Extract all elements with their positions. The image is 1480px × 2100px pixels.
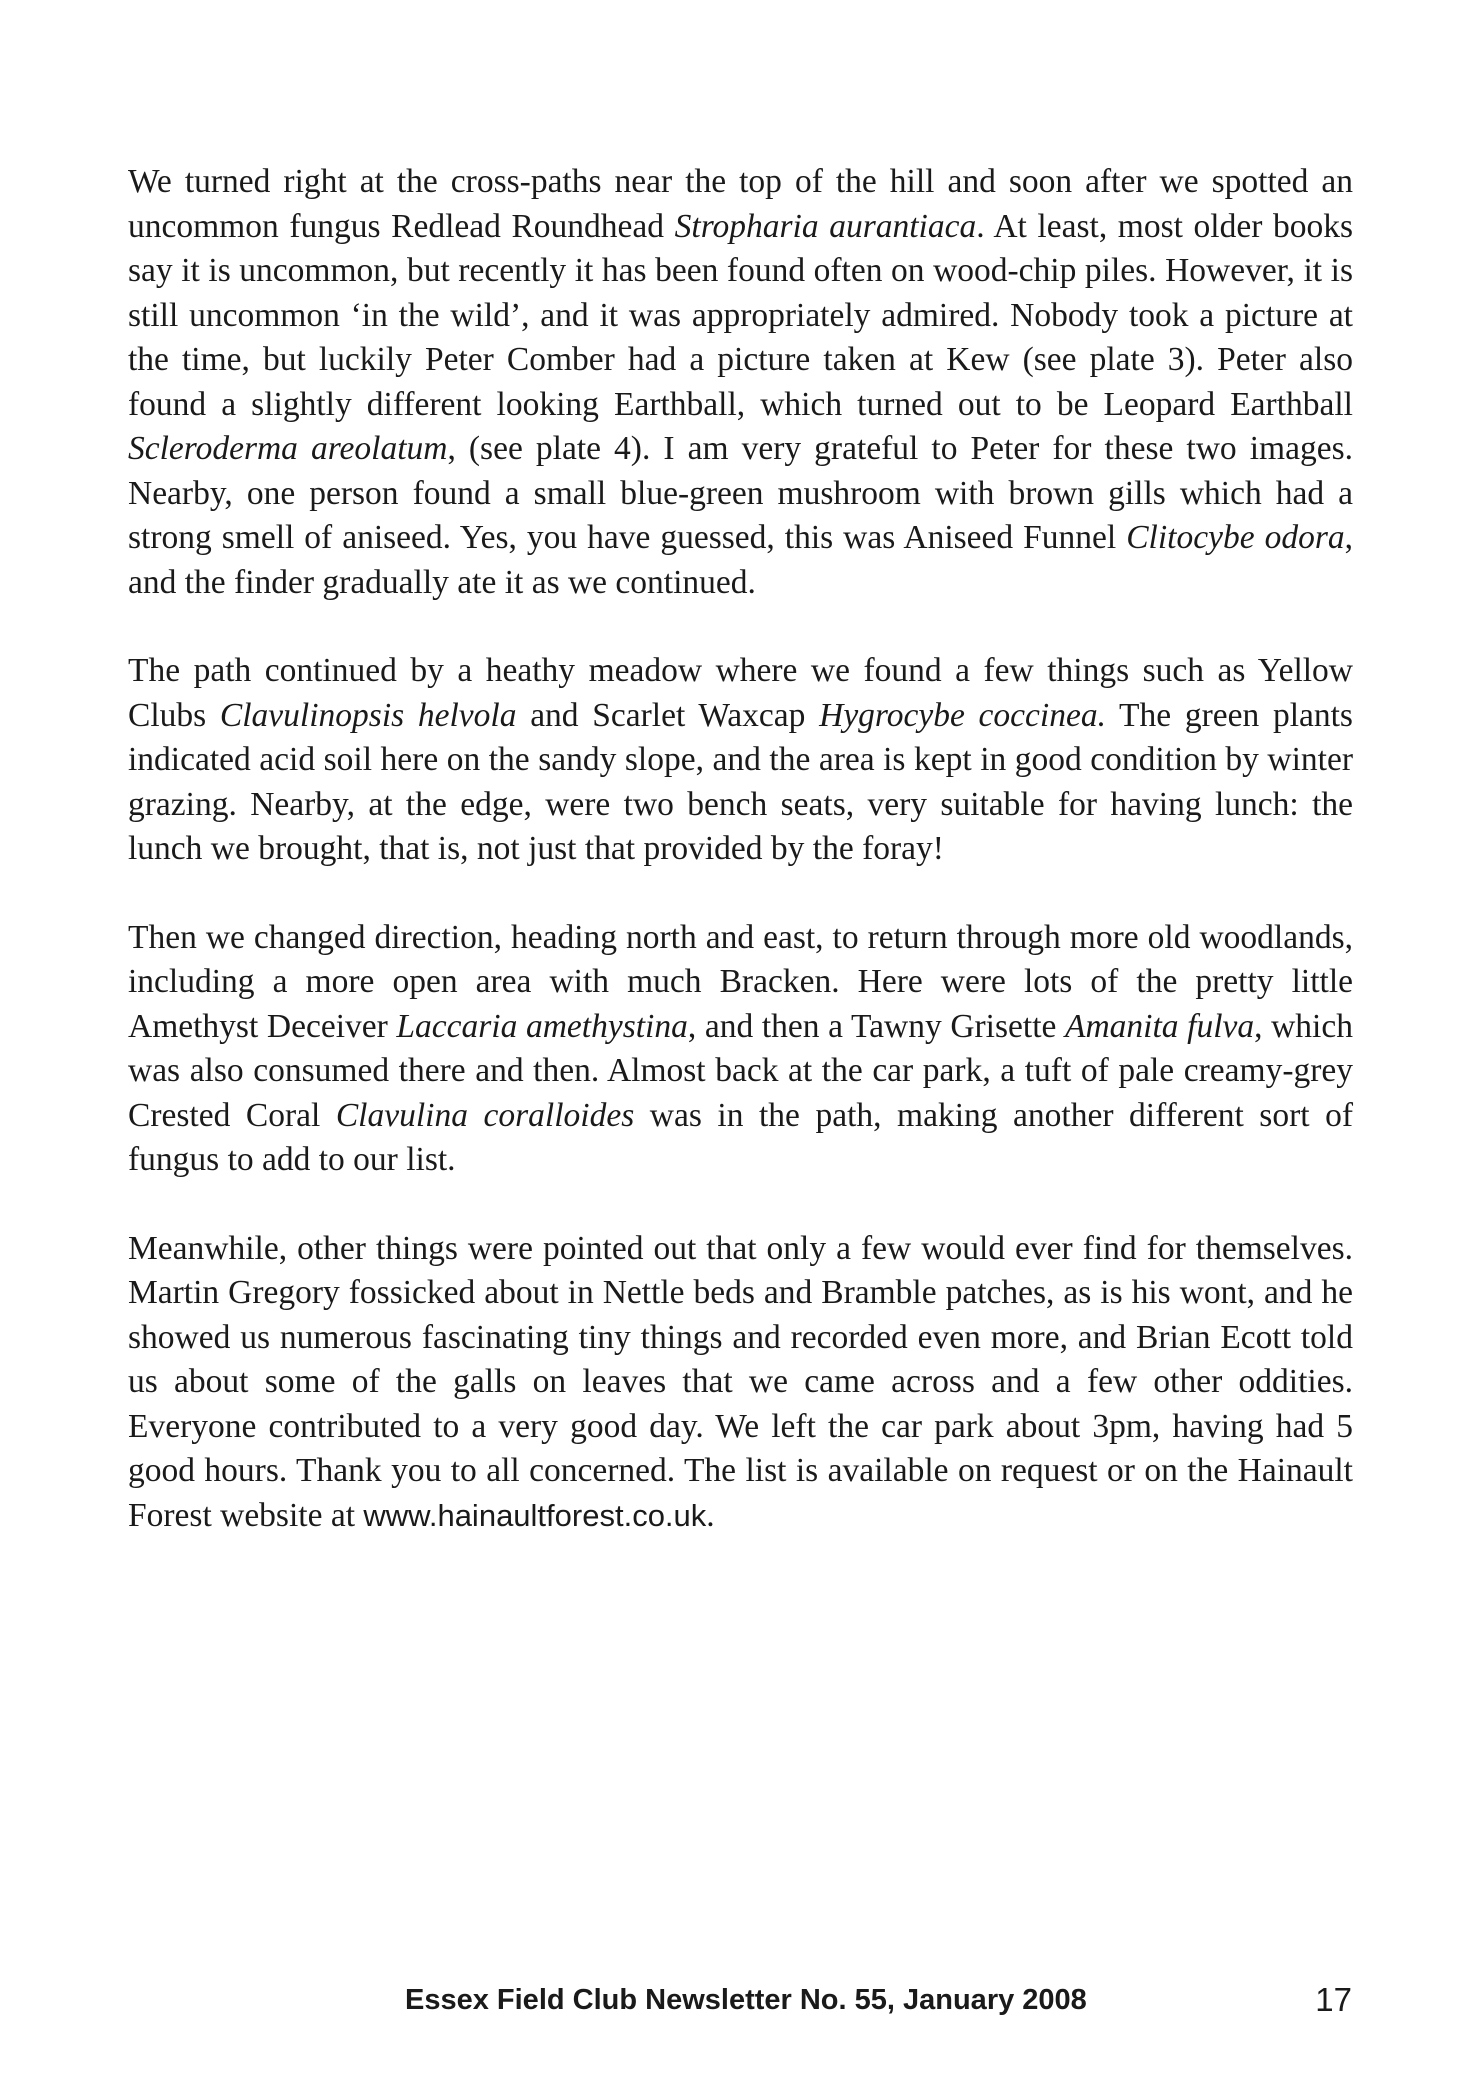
paragraph-text: The green plants indicated acid soil here on the sandy slope, and the area is kept in good condition by winter grazing. Nearby, at the edge, were two bench seats, very suitable for having lunch: the lunch we brought, that is, not just that provided by the foray!	[128, 696, 1353, 867]
species-name: Clavulina coralloides	[335, 1096, 635, 1134]
paragraph-text: We turned right at the cross-paths near the top of the hill and soon after we spotted an uncommon fungus Redlead Roundhead	[128, 163, 1353, 245]
species-name: Stropharia aurantiaca	[674, 207, 977, 245]
paragraph-text: , which was also consumed there and then. Almost back at the car park, a tuft of pale creamy-grey Crested Coral	[128, 1007, 1353, 1134]
paragraph-text: Then we changed direction, heading north and east, to return through more old woodlands, including a more open area with much Bracken. Here were lots of the pretty little Amethyst Deceiver	[128, 918, 1353, 1045]
paragraph	[128, 916, 1353, 1183]
species-name: Amanita fulva	[1065, 1007, 1255, 1045]
paragraph-text: , (see plate 4). I am very grateful to Peter for these two images. Nearby, one person found a small blue-green mushroom with brown gills which had a strong smell of aniseed. Yes, you have guessed, this was Aniseed Funnel	[128, 430, 1353, 556]
page-footer	[0, 1978, 1480, 2022]
article-body	[128, 160, 1353, 1582]
paragraph	[128, 649, 1353, 872]
newsletter-title: Essex Field Club Newsletter No. 55, January 2008	[405, 1984, 1087, 2016]
paragraph-text: Meanwhile, other things were pointed out that only a few would ever find for themselves. Martin Gregory fossicked about in Nettle beds and Bramble patches, as is his wont, and he showed us numerous fascinating tiny things and recorded even more, and Brian Ecott told us about some of the galls on leaves that we came across and a few other oddities. Everyone contributed to a very good day. We left the car park about 3pm, having had 5 good hours. Thank you to all concerned. The list is available on request or on the Hainault Forest website at	[128, 1229, 1353, 1534]
website-link: www.hainaultforest.co.uk	[363, 1497, 707, 1533]
species-name: Laccaria amethystina	[396, 1007, 688, 1045]
paragraph-text: , and the finder gradually ate it as we continued.	[128, 519, 1353, 601]
paragraph	[128, 160, 1353, 605]
species-name: Clitocybe odora	[1126, 519, 1345, 556]
paragraph-text: . At least, most older books say it is uncommon, but recently it has been found often on wood-chip piles. However, it is still uncommon ‘in the wild’, and it was appropriately admired. Nobody took a picture at the time, but luckily Peter Comber had a picture taken at Kew (see plate 3). Peter also found a slightly different looking Earthball, which turned out to be Leopard Earthball	[128, 207, 1353, 423]
paragraph	[128, 1227, 1353, 1539]
paragraph-text: , and then a Tawny Grisette	[687, 1007, 1065, 1045]
paragraph-text: and Scarlet Waxcap	[516, 696, 820, 734]
species-name: Scleroderma areolatum	[128, 430, 448, 467]
page-number: 17	[1315, 1981, 1352, 2018]
species-name: Hygrocybe coccinea.	[819, 696, 1106, 734]
paragraph-text: .	[706, 1496, 715, 1534]
paragraph-text: was in the path, making another different sort of fungus to add to our list.	[128, 1096, 1353, 1178]
species-name: Clavulinopsis helvola	[219, 696, 517, 734]
paragraph-text: The path continued by a heathy meadow where we found a few things such as Yellow Clubs	[128, 652, 1353, 734]
